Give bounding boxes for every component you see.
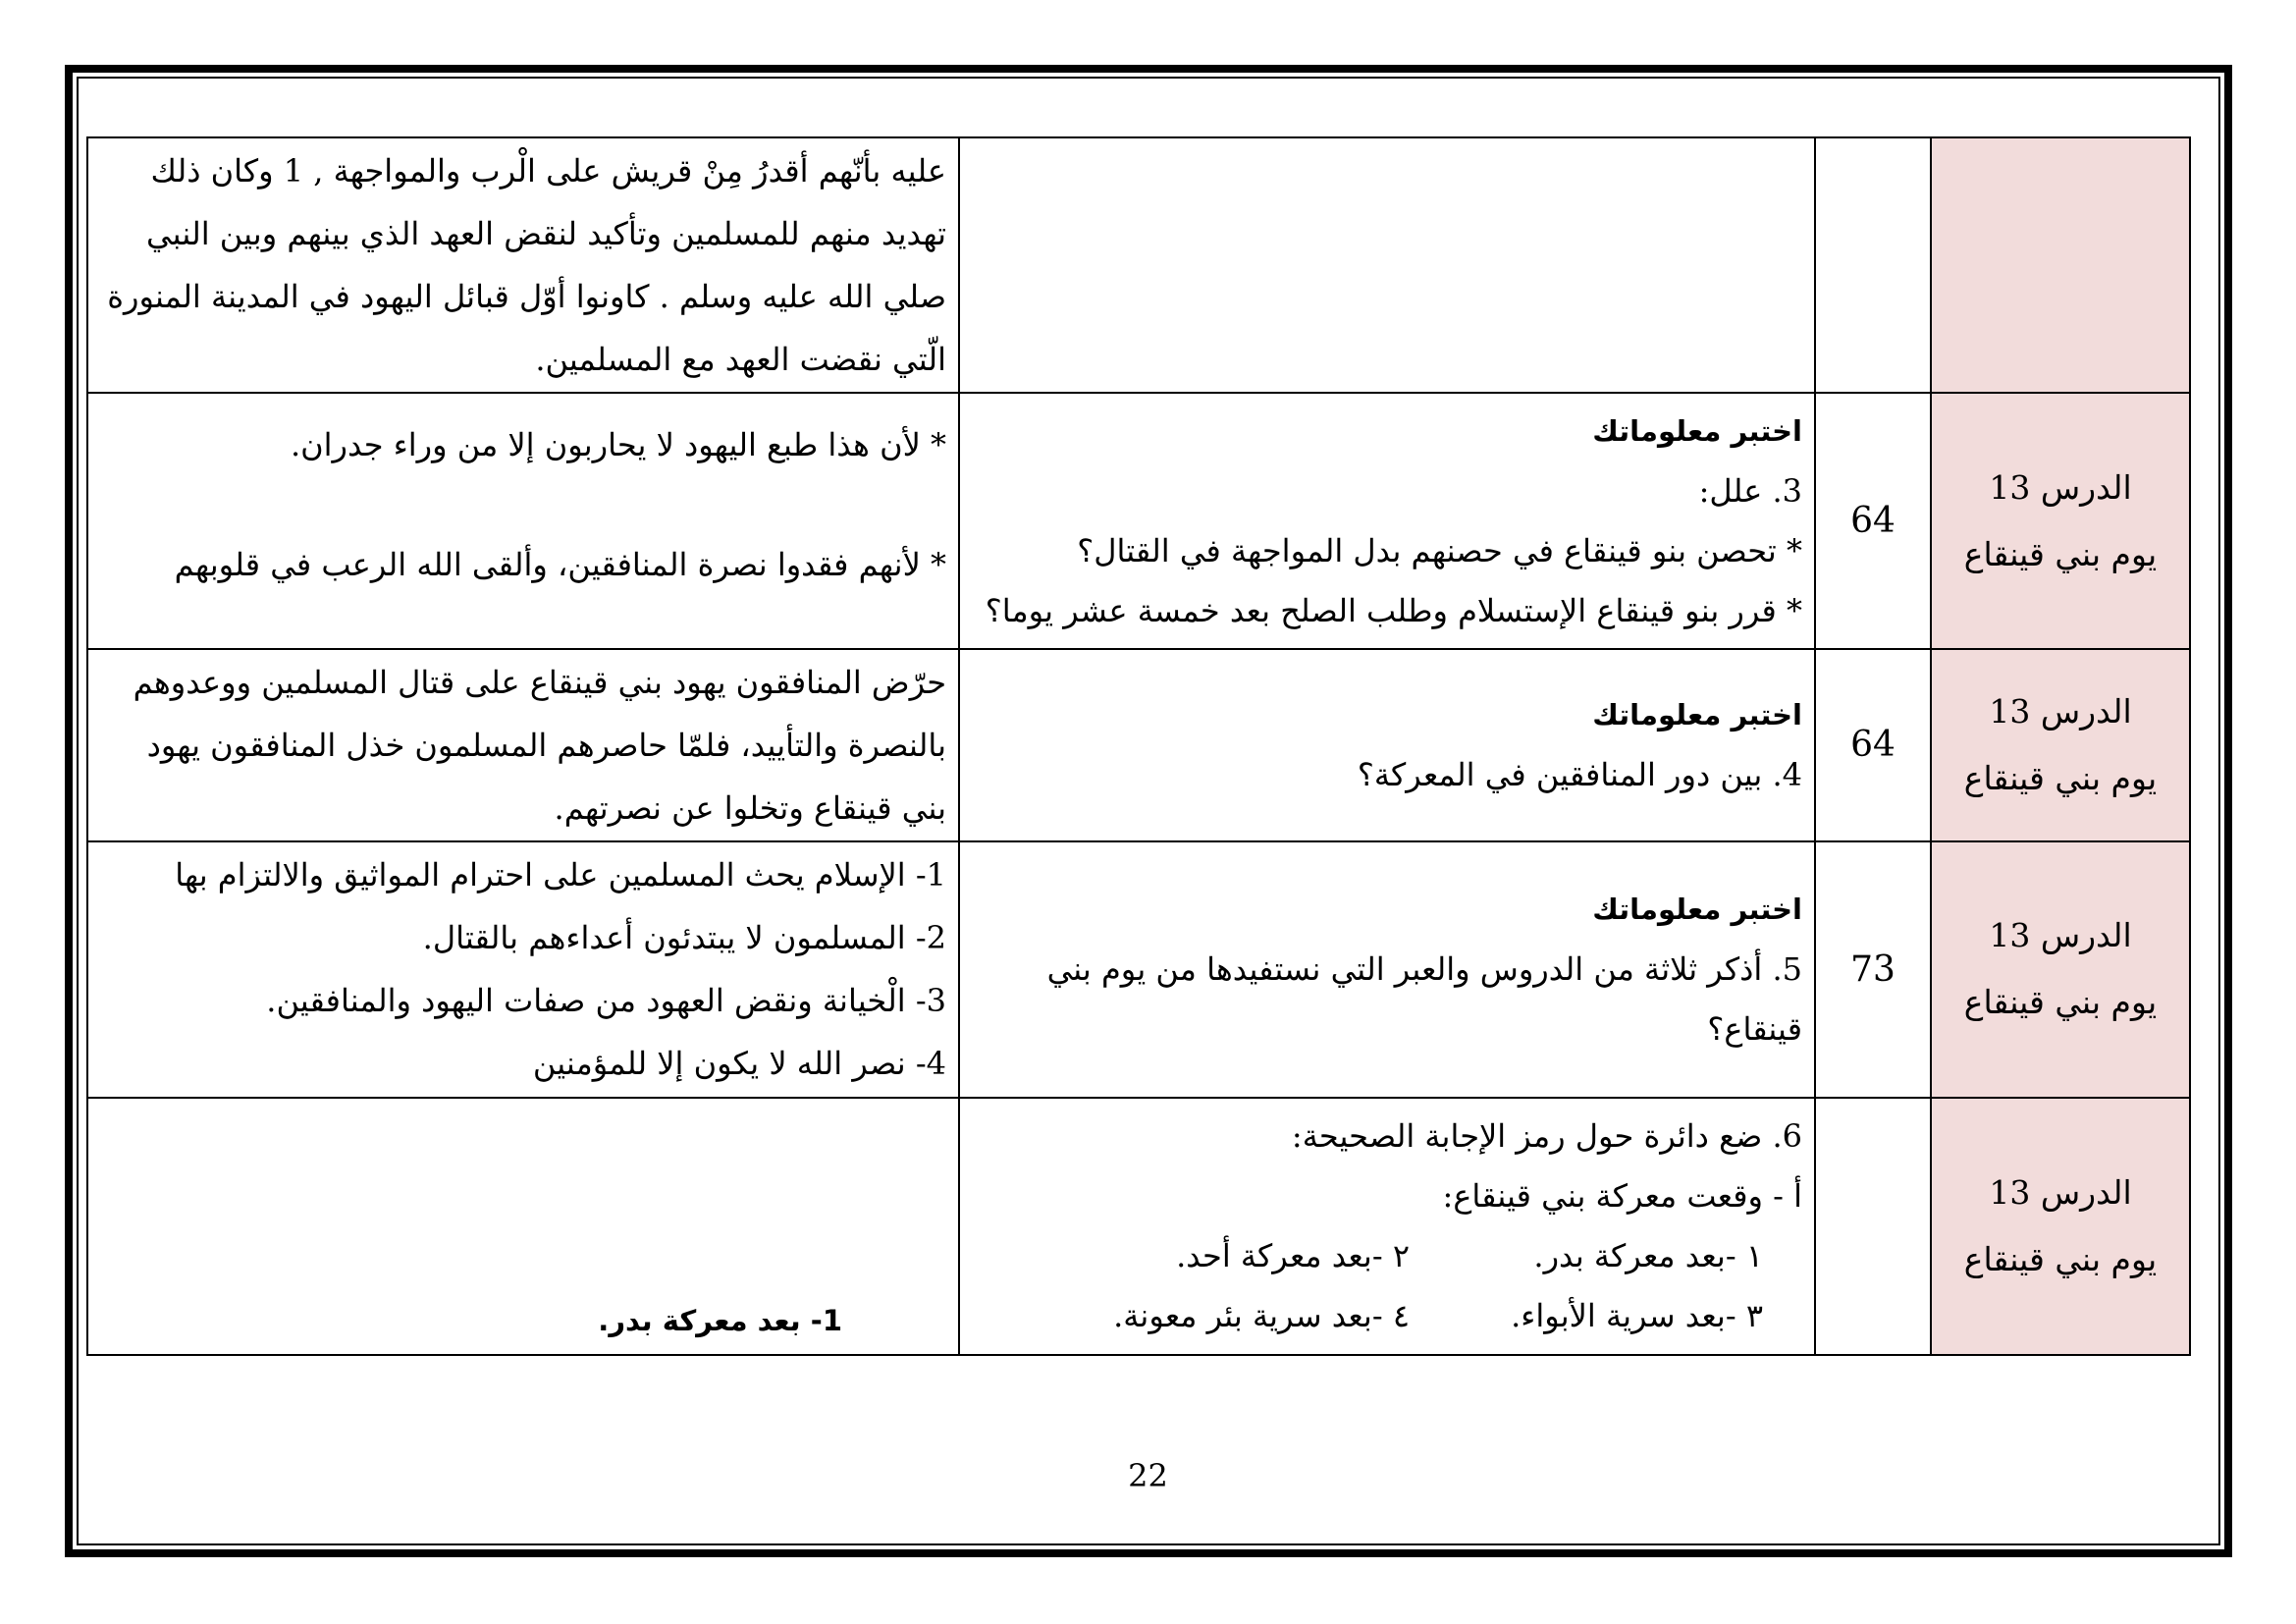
question-cell [959,649,1815,841]
page-number-cell: 73 [1815,841,1931,1097]
option-3: ٣ -بعد سرية الأبواء. [1511,1296,1763,1334]
table-row [87,649,2190,841]
option-4: ٤ -بعد سرية بئر معونة. [1113,1296,1410,1334]
lesson-title: الدرس 13 [1989,467,2132,507]
answer-cell [87,393,959,648]
lesson-subtitle: يوم بني قينقاع [1963,1239,2158,1278]
question-cell [959,393,1815,648]
answer-cell [87,1098,959,1355]
answer-text: 1- الإسلام يحث المسلمين على احترام المواثيق والالتزام بها [175,856,946,894]
answer-cell: حرّض المنافقون يهود بني قينقاع على قتال المسلمين ووعدوهم بالنصرة والتأييد، فلمّا حاصرهم المسلمون خذل المنافقون يهود بني قينقاع وتخلوا عن نصرتهم. [87,649,959,841]
question-heading: اختبر معلوماتك [1592,892,1802,926]
question-cell [959,1098,1815,1355]
question-text: 4. بين دور المنافقين في المعركة؟ [1357,755,1802,793]
lesson-cell [1931,649,2190,841]
page-number-cell [1815,137,1931,393]
lesson-cell [1931,393,2190,648]
question-text: * تحصن بنو قينقاع في حصنهم بدل المواجهة في القتال؟ [1077,531,1802,569]
answer-cell [87,841,959,1097]
answer-text: * لأنهم فقدوا نصرة المنافقين، وألقى الله الرعب في قلوبهم [174,546,946,584]
question-heading: اختبر معلوماتك [1592,697,1802,731]
page-number-cell: 64 [1815,393,1931,648]
page-number-cell [1815,1098,1931,1355]
question-text: 3. علل: [1698,471,1802,510]
table-row [87,137,2190,393]
lesson-title: الدرس 13 [1989,916,2132,955]
option-2: ٢ -بعد معركة أحد. [1176,1236,1410,1274]
lesson-cell [1931,1098,2190,1355]
answer-text: 4- نصر الله لا يكون إلا للمؤمنين [532,1045,946,1083]
answer-text: 1- بعد معركة بدر. [598,1304,842,1337]
question-heading: اختبر معلوماتك [1592,413,1802,448]
options-row [972,1286,1802,1346]
option-1: ١ -بعد معركة بدر. [1533,1236,1763,1274]
page-number-cell: 64 [1815,649,1931,841]
answers-table [86,136,2191,1356]
question-text: أ - وقعت معركة بني قينقاع: [1442,1176,1802,1215]
question-cell [959,137,1815,393]
question-text: * قرر بنو قينقاع الإستسلام وطلب الصلح بعد خمسة عشر يوما؟ [985,591,1802,629]
page-number: 22 [1128,1457,1168,1494]
question-text: 5. أذكر ثلاثة من الدروس والعبر التي نستفيدها من يوم بني قينقاع؟ [1046,949,1802,1048]
lesson-subtitle: يوم بني قينقاع [1963,758,2158,797]
options-row [972,1226,1802,1286]
question-text: 6. ضع دائرة حول رمز الإجابة الصحيحة: [1291,1116,1802,1155]
lesson-title: الدرس 13 [1989,691,2132,731]
question-cell [959,841,1815,1097]
lesson-subtitle: يوم بني قينقاع [1963,534,2158,573]
table-row [87,1098,2190,1355]
answer-text: * لأن هذا طبع اليهود لا يحاربون إلا من وراء جدران. [290,426,946,464]
lesson-subtitle: يوم بني قينقاع [1963,983,2158,1022]
lesson-cell [1931,137,2190,393]
answer-text: 3- الْخيانة ونقض العهود من صفات اليهود والمنافقين. [266,982,946,1020]
table-row [87,841,2190,1097]
lesson-cell [1931,841,2190,1097]
lesson-title: الدرس 13 [1989,1172,2132,1212]
answer-cell: عليه بأنّهم أقدرُ مِنْ قريش على الْرب والمواجهة , 1 وكان ذلك تهديد منهم للمسلمين وتأكيد لنقض العهد الذي بينهم وبين النبي صلي الله عليه وسلم . كاونوا أوّل قبائل اليهود في المدينة المنورة الّتي نقضت العهد مع المسلمين. [87,137,959,393]
table-row [87,393,2190,648]
answer-text: 2- المسلمون لا يبتدئون أعداءهم بالقتال. [422,919,946,957]
